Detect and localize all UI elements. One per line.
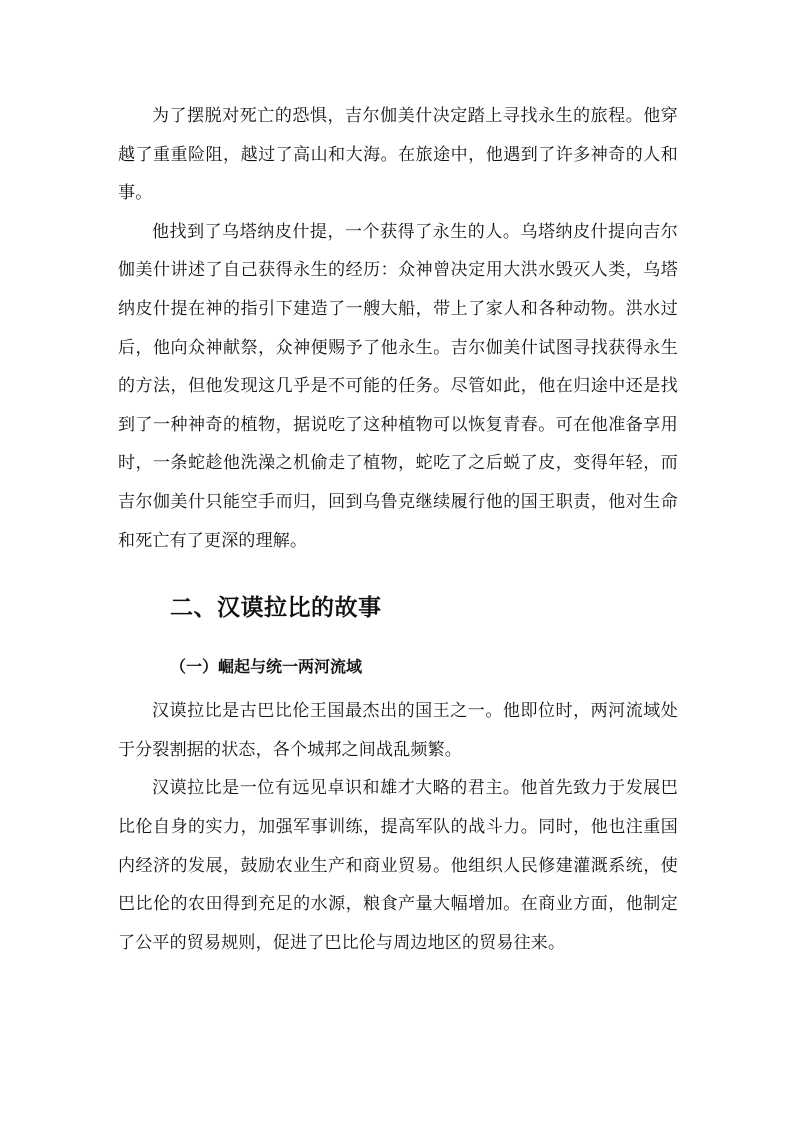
section-heading: 二、汉谟拉比的故事	[170, 595, 382, 622]
paragraph-utnapishtim: 他找到了乌塔纳皮什提，一个获得了永生的人。乌塔纳皮什提向吉尔伽美什讲述了自己获得永生的经历：众神曾决定用大洪水毁灭人类，乌塔纳皮什提在神的指引下建造了一艘大船，带上了家人和各种动物。洪水过后，他向众神献祭，众神便赐予了他永生。吉尔伽美什试图寻找获得永生的方法，但他发现这几乎是不可能的任务。尽管如此，他在归途中还是找到了一种神奇的植物，据说吃了这种植物可以恢复青春。可在他准备享用时，一条蛇趁他洗澡之机偷走了植物，蛇吃了之后蜕了皮，变得年轻，而吉尔伽美什只能空手而归，回到乌鲁克继续履行他的国王职责，他对生命和死亡有了更深的理解。	[118, 221, 678, 551]
paragraph-gilgamesh-journey: 为了摆脱对死亡的恐惧，吉尔伽美什决定踏上寻找永生的旅程。他穿越了重重险阻，越过了高山和大海。在旅途中，他遇到了许多神奇的人和事。	[118, 106, 678, 204]
paragraph-hammurabi-reforms: 汉谟拉比是一位有远见卓识和雄才大略的君主。他首先致力于发展巴比伦自身的实力，加强军事训练，提高军队的战斗力。同时，他也注重国内经济的发展，鼓励农业生产和商业贸易。他组织人民修建灌溉系统，使巴比伦的农田得到充足的水源，粮食产量大幅增加。在商业方面，他制定了公平的贸易规则，促进了巴比伦与周边地区的贸易往来。	[118, 778, 678, 953]
document-body	[118, 97, 678, 962]
paragraph-hammurabi-intro: 汉谟拉比是古巴比伦王国最杰出的国王之一。他即位时，两河流域处于分裂割据的状态，各个城邦之间战乱频繁。	[118, 701, 678, 760]
subsection-heading: （一）崛起与统一两河流域	[170, 657, 363, 677]
